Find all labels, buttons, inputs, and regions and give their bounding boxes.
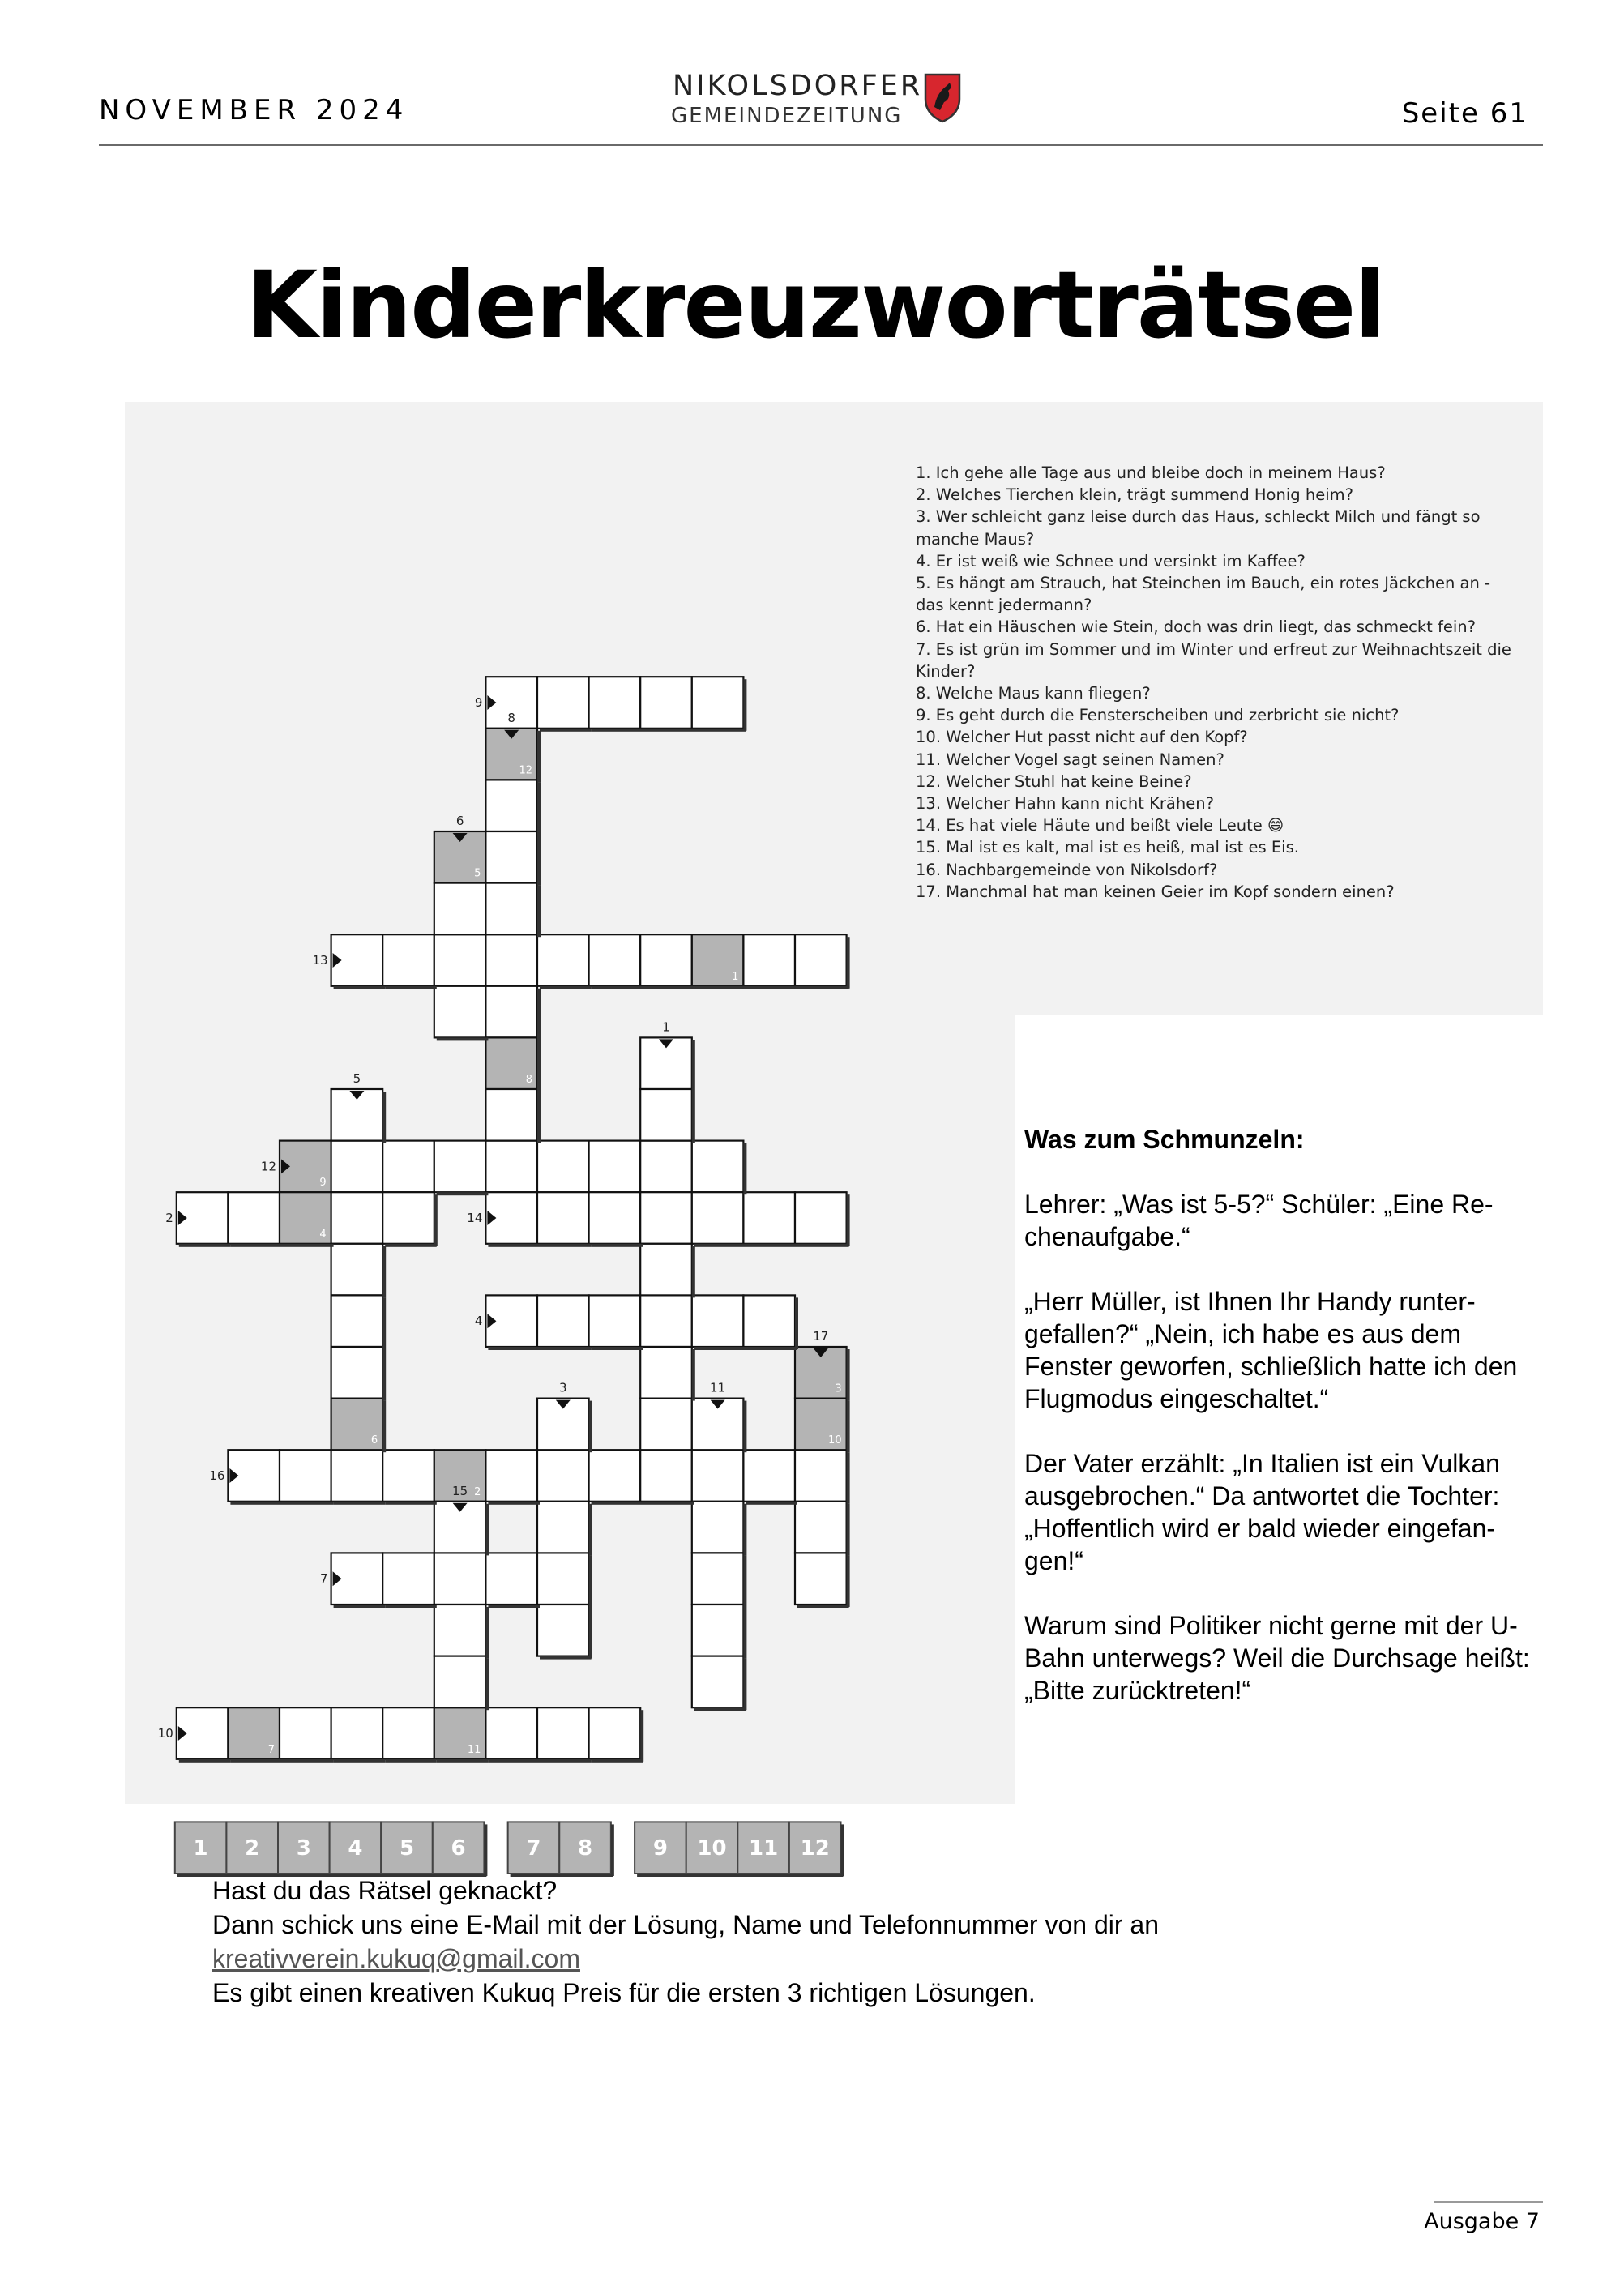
crossword-cell — [382, 1192, 434, 1244]
solution-number: 7 — [526, 1836, 541, 1861]
cell-shadow — [385, 1759, 437, 1763]
crossword-grid — [125, 402, 1015, 1861]
crossword-cell — [743, 1450, 795, 1502]
crossword-cell — [795, 1192, 847, 1244]
cell-shadow — [537, 834, 541, 886]
crossword-cell — [537, 934, 589, 986]
start-number: 10 — [157, 1726, 173, 1741]
cell-shadow — [334, 1605, 386, 1608]
solution-number: 2 — [245, 1836, 260, 1861]
crossword-cell — [640, 1450, 692, 1502]
clue-item: 7. Es ist grün im Sommer und im Winter und erfreut zur Weihnachtszeit die Kinder? — [916, 639, 1511, 681]
solution-number: 3 — [296, 1836, 311, 1861]
cell-solution-number: 4 — [319, 1228, 327, 1241]
cell-shadow — [537, 1092, 541, 1143]
cell-shadow — [382, 1401, 386, 1453]
crossword-cell — [485, 831, 537, 883]
cell-shadow — [797, 1244, 849, 1247]
solution-number: 10 — [697, 1836, 727, 1861]
page-title: Kinderkreuzworträtsel — [246, 251, 1385, 359]
start-number: 3 — [559, 1380, 567, 1395]
crossword-cell — [589, 1295, 641, 1347]
cell-shadow — [592, 1759, 643, 1763]
crossword-cell — [640, 1347, 692, 1399]
crossword-cell — [485, 883, 537, 935]
cell-shadow — [797, 986, 849, 989]
cell-shadow — [488, 1759, 540, 1763]
crossword-cell — [382, 1141, 434, 1193]
solution-number: 12 — [800, 1836, 830, 1861]
crossword-cell — [640, 1244, 692, 1296]
crossword-cell — [485, 1553, 537, 1605]
cell-shadow — [643, 986, 694, 989]
crossword-cell — [331, 1707, 383, 1759]
crossword-cell — [382, 1450, 434, 1502]
clue-item: 1. Ich gehe alle Tage aus und bleibe doch in meinem Haus? — [916, 464, 1386, 482]
cell-shadow — [692, 1040, 695, 1092]
start-number: 8 — [507, 710, 515, 725]
cell-shadow — [743, 1555, 746, 1607]
crossword-cell — [537, 1502, 589, 1553]
joke-item: Der Vater erzählt: „In Italien ist ein Vulkan ausgebrochen.“ Da antwortet die Tochter: „Hoffentlich wird er bald wieder eingefan-gen!“ — [1024, 1449, 1500, 1575]
crossword-cell — [640, 1089, 692, 1141]
crossword-cell — [485, 1141, 537, 1193]
crossword-cell — [331, 1244, 383, 1296]
crossword-cell — [795, 1502, 847, 1553]
coat-of-arms-icon — [924, 73, 961, 123]
crossword-cell — [537, 1605, 589, 1656]
cell-shadow — [385, 1605, 437, 1608]
cell-shadow — [537, 1040, 541, 1092]
cell-shadow — [540, 1759, 592, 1763]
crossword-cell — [589, 1707, 641, 1759]
cell-shadow — [592, 1244, 643, 1247]
start-number: 15 — [452, 1483, 468, 1498]
crossword-cell — [640, 1399, 692, 1451]
crossword-cell — [434, 1553, 486, 1605]
crossword-cell — [589, 934, 641, 986]
start-number: 4 — [474, 1314, 483, 1329]
crossword-cell — [434, 883, 486, 935]
crossword-cell — [589, 1192, 641, 1244]
clue-item: 15. Mal ist es kalt, mal ist es heiß, mal ist es Eis. — [916, 838, 1299, 857]
crossword-cell — [331, 1192, 383, 1244]
joke-item: Warum sind Politiker nicht gerne mit der U-Bahn unterwegs? Weil die Durchsage heißt: „Bitte zurücktreten!“ — [1024, 1611, 1530, 1705]
cell-shadow — [334, 986, 386, 989]
clue-item: 9. Es geht durch die Fensterscheiben und zerbricht sie nicht? — [916, 706, 1400, 725]
cell-shadow — [385, 1502, 437, 1505]
crossword-cell — [280, 1707, 331, 1759]
crossword-cell — [795, 934, 847, 986]
crossword-cell — [434, 934, 486, 986]
crossword-cell — [280, 1450, 331, 1502]
crossword-cell — [537, 1141, 589, 1193]
cell-shadow — [488, 1244, 540, 1247]
issue-rule — [1434, 2201, 1543, 2203]
footer-line: Dann schick uns eine E-Mail mit der Lösung, Name und Telefonnummer von dir an — [212, 1910, 1159, 1939]
crossword-cell — [743, 1192, 795, 1244]
cell-shadow — [743, 1659, 746, 1711]
cell-shadow — [540, 1347, 592, 1350]
cell-solution-number: 10 — [828, 1434, 842, 1447]
start-number: 5 — [353, 1071, 361, 1086]
start-number: 12 — [260, 1159, 276, 1174]
cell-shadow — [743, 679, 746, 731]
cell-shadow — [592, 986, 643, 989]
solution-number: 8 — [578, 1836, 593, 1861]
cell-shadow — [282, 1244, 334, 1247]
crossword-cell — [743, 1295, 795, 1347]
crossword-cell — [331, 1347, 383, 1399]
clue-item: 16. Nachbargemeinde von Nikolsdorf? — [916, 860, 1218, 879]
cell-shadow — [592, 729, 643, 732]
start-number: 7 — [320, 1571, 328, 1587]
crossword-cell — [692, 1656, 744, 1708]
crossword-cell — [743, 934, 795, 986]
cell-shadow — [743, 1607, 746, 1659]
cell-solution-number: 9 — [319, 1177, 327, 1190]
crossword-cell — [795, 1553, 847, 1605]
cell-shadow — [797, 1605, 849, 1608]
cell-shadow — [537, 989, 541, 1040]
cell-shadow — [643, 729, 694, 732]
joke-item: „Herr Müller, ist Ihnen Ihr Handy runter-gefallen?“ „Nein, ich habe es aus dem Fenster geworfen, schließlich hatte ich den Flugmodus eingeschaltet.“ — [1024, 1287, 1518, 1413]
crossword-cell — [537, 677, 589, 729]
start-number: 16 — [209, 1468, 225, 1483]
clue-item: 8. Welche Maus kann fliegen? — [916, 684, 1151, 703]
cell-shadow — [692, 1246, 695, 1298]
cell-shadow — [589, 1504, 592, 1556]
crossword-cell — [692, 1141, 744, 1193]
cell-solution-number: 11 — [467, 1743, 481, 1756]
crossword-cell — [640, 1141, 692, 1193]
crossword-cell — [692, 1553, 744, 1605]
clue-item: 14. Es hat viele Häute und beißt viele Leute 😄 — [916, 816, 1284, 835]
crossword-cell — [434, 1605, 486, 1656]
jokes-heading: Was zum Schmunzeln: — [1024, 1125, 1305, 1154]
crossword-cell — [640, 1295, 692, 1347]
cell-shadow — [692, 1349, 695, 1401]
clue-item: 10. Welcher Hut passt nicht auf den Kopf? — [916, 728, 1248, 747]
cell-shadow — [385, 1244, 437, 1247]
cell-shadow — [589, 1401, 592, 1453]
cell-shadow — [694, 1244, 746, 1247]
cell-shadow — [540, 729, 592, 732]
crossword-cell — [692, 1192, 744, 1244]
jokes-box — [1015, 1015, 1543, 1804]
crossword-cell — [692, 1295, 744, 1347]
cell-shadow — [334, 1502, 386, 1505]
crossword-cell — [537, 1707, 589, 1759]
clue-item: 13. Welcher Hahn kann nicht Krähen? — [916, 794, 1214, 814]
crossword-cell — [537, 1295, 589, 1347]
start-number: 9 — [474, 695, 483, 710]
cell-shadow — [540, 986, 592, 989]
cell-shadow — [589, 1555, 592, 1607]
crossword-cell — [640, 677, 692, 729]
crossword-cell — [692, 677, 744, 729]
cell-shadow — [746, 1244, 797, 1247]
crossword-cell — [795, 1450, 847, 1502]
crossword-cell — [434, 1141, 486, 1193]
cell-shadow — [230, 1244, 282, 1247]
cell-shadow — [537, 731, 541, 783]
cell-shadow — [592, 1502, 643, 1505]
solution-number: 11 — [749, 1836, 779, 1861]
cell-shadow — [694, 729, 746, 732]
crossword-cell — [589, 1450, 641, 1502]
clue-item: 3. Wer schleicht ganz leise durch das Haus, schleckt Milch und fängt so manche Maus? — [916, 507, 1481, 549]
cell-shadow — [334, 1759, 386, 1763]
clue-item: 6. Hat ein Häuschen wie Stein, doch was drin liegt, das schmeckt fein? — [916, 617, 1476, 637]
cell-solution-number: 6 — [370, 1434, 378, 1447]
crossword-cell — [485, 934, 537, 986]
start-number: 1 — [662, 1019, 670, 1035]
cell-shadow — [540, 1656, 592, 1660]
cell-shadow — [692, 1092, 695, 1143]
clue-item: 12. Welcher Stuhl hat keine Beine? — [916, 771, 1192, 791]
crossword-cell — [485, 1450, 537, 1502]
cell-shadow — [743, 1401, 746, 1453]
crossword-cell — [485, 780, 537, 831]
crossword-cell — [485, 986, 537, 1038]
crossword-cell — [537, 1192, 589, 1244]
email-link[interactable]: kreativverein.kukuq@gmail.com — [212, 1944, 580, 1973]
cell-shadow — [437, 1192, 489, 1195]
cell-shadow — [485, 1659, 489, 1711]
cell-shadow — [437, 1037, 489, 1040]
cell-solution-number: 8 — [525, 1074, 532, 1086]
cell-shadow — [592, 1347, 643, 1350]
newspaper-logo — [665, 70, 972, 135]
header-rule — [99, 144, 1543, 146]
crossword-cell — [640, 1192, 692, 1244]
cell-shadow — [694, 1707, 746, 1711]
solution-number: 5 — [399, 1836, 415, 1861]
submission-info — [212, 1874, 1509, 2010]
crossword-cell — [331, 1141, 383, 1193]
logo-title: NIKOLSDORFER — [673, 70, 923, 102]
cell-solution-number: 2 — [474, 1485, 481, 1498]
cell-shadow — [746, 986, 797, 989]
start-number: 13 — [312, 953, 328, 968]
crossword-cell — [692, 1502, 744, 1553]
cell-solution-number: 3 — [835, 1382, 842, 1395]
cell-shadow — [537, 782, 541, 834]
cell-solution-number: 5 — [474, 867, 481, 880]
cell-shadow — [179, 1759, 231, 1763]
cell-shadow — [694, 986, 746, 989]
cell-shadow — [795, 1297, 798, 1349]
crossword-cell — [589, 677, 641, 729]
cell-shadow — [488, 1605, 540, 1608]
cell-shadow — [485, 1504, 489, 1556]
clue-item: 2. Welches Tierchen klein, trägt summend Honig heim? — [916, 485, 1353, 505]
solution-number: 9 — [652, 1836, 668, 1861]
crossword-cell — [537, 1553, 589, 1605]
cell-shadow — [841, 1824, 844, 1876]
cell-shadow — [746, 1347, 797, 1350]
crossword-cell — [331, 1295, 383, 1347]
crossword-cell — [640, 934, 692, 986]
start-number: 14 — [467, 1211, 483, 1225]
cell-shadow — [847, 937, 850, 989]
cell-shadow — [847, 1349, 850, 1401]
cell-shadow — [230, 1502, 282, 1505]
cell-shadow — [382, 1349, 386, 1401]
clue-item: 17. Manchmal hat man keinen Geier im Kopf sondern einen? — [916, 882, 1395, 901]
cell-shadow — [847, 1452, 850, 1504]
cell-shadow — [230, 1759, 282, 1763]
logo-subtitle: GEMEINDEZEITUNG — [671, 104, 903, 128]
cell-shadow — [743, 1504, 746, 1556]
clue-item: 11. Welcher Vogel sagt seinen Namen? — [916, 750, 1224, 769]
solution-number: 1 — [193, 1836, 208, 1861]
cell-shadow — [485, 1607, 489, 1659]
cell-shadow — [540, 1244, 592, 1247]
cell-shadow — [382, 1246, 386, 1298]
cell-shadow — [746, 1502, 797, 1505]
crossword-cell — [485, 1707, 537, 1759]
crossword-cell — [434, 1656, 486, 1708]
cell-shadow — [847, 1504, 850, 1556]
footer-line: Hast du das Rätsel geknackt? — [212, 1876, 558, 1905]
start-number: 17 — [813, 1329, 829, 1344]
crossword-cell — [485, 1089, 537, 1141]
cell-shadow — [537, 886, 541, 938]
crossword-cell — [537, 1450, 589, 1502]
cell-shadow — [179, 1244, 231, 1247]
cell-shadow — [743, 1143, 746, 1195]
crossword-cell — [382, 934, 434, 986]
cell-shadow — [282, 1502, 334, 1505]
issue-number: Ausgabe 7 — [1424, 2209, 1540, 2234]
cell-shadow — [847, 1194, 850, 1246]
start-number: 6 — [455, 814, 464, 828]
cell-shadow — [282, 1759, 334, 1763]
crossword-cell — [331, 1450, 383, 1502]
cell-shadow — [437, 1759, 489, 1763]
crossword-cell — [589, 1141, 641, 1193]
crossword-cell — [692, 1605, 744, 1656]
clue-item: 4. Er ist weiß wie Schnee und versinkt im Kaffee? — [916, 551, 1306, 570]
cell-shadow — [488, 1502, 540, 1505]
cell-shadow — [589, 1607, 592, 1659]
cell-shadow — [382, 1092, 386, 1143]
crossword-cell — [228, 1192, 280, 1244]
page-number: Seite 61 — [1401, 97, 1528, 130]
crossword-panel — [125, 402, 1543, 1861]
crossword-cell — [382, 1553, 434, 1605]
joke-item: Lehrer: „Was ist 5-5?“ Schüler: „Eine Re-chenaufgabe.“ — [1024, 1190, 1494, 1251]
clue-list — [916, 462, 1515, 903]
cell-shadow — [611, 1824, 614, 1876]
start-number: 2 — [165, 1211, 173, 1225]
solution-number: 4 — [348, 1836, 363, 1861]
cell-solution-number: 12 — [519, 764, 532, 777]
footer-line: Es gibt einen kreativen Kukuq Preis für die ersten 3 richtigen Lösungen. — [212, 1978, 1036, 2007]
crossword-cell — [382, 1707, 434, 1759]
cell-shadow — [847, 1555, 850, 1607]
clue-item: 5. Es hängt am Strauch, hat Steinchen im Bauch, ein rotes Jäckchen an - das kennt jedermann? — [916, 574, 1491, 615]
crossword-cell — [692, 1450, 744, 1502]
cell-shadow — [382, 1297, 386, 1349]
cell-shadow — [694, 1347, 746, 1350]
solution-number: 6 — [451, 1836, 466, 1861]
cell-shadow — [488, 1347, 540, 1350]
cell-shadow — [643, 1502, 694, 1505]
crossword-cell — [434, 986, 486, 1038]
cell-solution-number: 7 — [267, 1743, 275, 1756]
cell-shadow — [847, 1401, 850, 1453]
cell-shadow — [484, 1824, 487, 1876]
cell-shadow — [640, 1710, 643, 1762]
start-number: 11 — [710, 1380, 726, 1395]
cell-solution-number: 1 — [732, 970, 739, 983]
issue-date: NOVEMBER 2024 — [99, 94, 409, 126]
cell-shadow — [385, 986, 437, 989]
cell-shadow — [434, 1194, 438, 1246]
